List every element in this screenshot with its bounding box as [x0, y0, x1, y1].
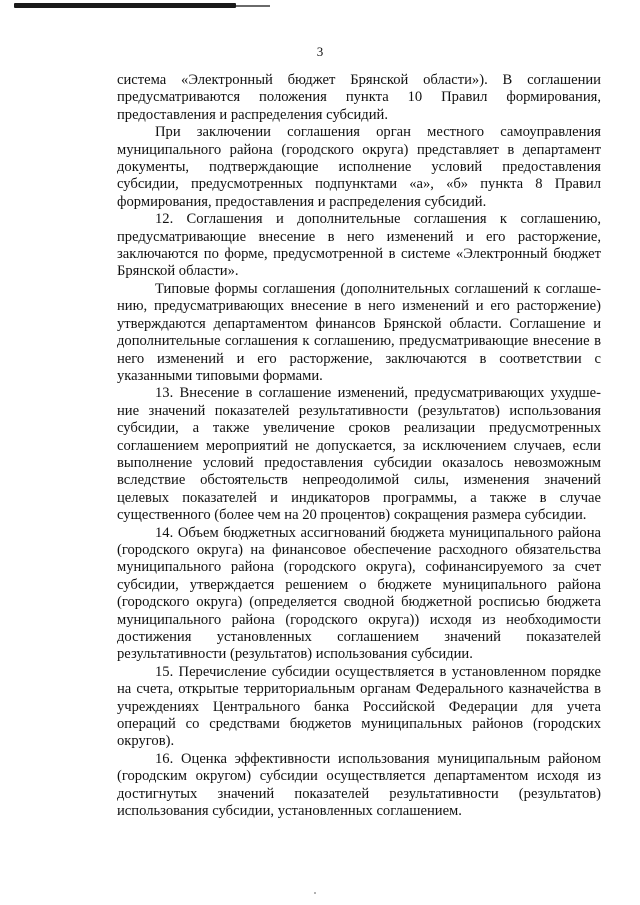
- paragraph-item-12: 12. Соглашения и дополнительные соглашения к соглашению, предусматривающие внесение в него изменений и его расторжение, заключаются по форме, предусмотренной в системе «Электронный бюджет Брянской области».: [117, 211, 601, 280]
- paragraph-agreement-documents: При заключении соглашения орган местного самоуправления муниципального района (городского округа) представляет в департамент документы, подтверждающие исполнение условий предоставления субсидии, предусмотренных подпунктами «а», «б» пункта 8 Правил формирования, предоставления и распределения субсидий.: [117, 124, 601, 210]
- paragraph-continuation: система «Электронный бюджет Брянской области»). В соглашении предусматриваются положения пункта 10 Правил формирования, предоставления и распределения субсидий.: [117, 72, 601, 123]
- paragraph-item-15: 15. Перечисление субсидии осуществляется в установленном порядке на счета, открытые территориальным органам Федерального казначейства в учреждениях Центрального банка Российской Федерации для учета операций со средствами бюджетов муниципальных районов (городских округов).: [117, 663, 601, 750]
- scan-artifact-bar-tail: [236, 5, 270, 7]
- paragraph-standard-forms: Типовые формы соглашения (дополнительных соглашений к соглашению, предусматривающих внесение в него изменений и его расторжение) утверждаются департаментом финансов Брянской области. Соглашение и дополнительные соглашения к соглашению, предусматривающие внесение в него изменений и его расторжение, заключаются в соответствии с указанными типовыми формами.: [117, 280, 601, 384]
- paragraph-item-14: 14. Объем бюджетных ассигнований бюджета муниципального района (городского округа) на финансовое обеспечение расходного обязательства муниципального района (городского округа), софинансируемого за счет субсидии, утверждается решением о бюджете муниципального района (городского округа) (определяется сводной бюджетной росписью бюджета муниципального района (городского округа)) исходя из необходимости достижения установленных соглашением значений показателей результативности (результатов) использования субсидии.: [117, 524, 601, 663]
- paragraph-item-13: 13. Внесение в соглашение изменений, предусматривающих ухудшение значений показателей результативности (результатов) использования субсидии, а также увеличение сроков реализации предусмотренных соглашением мероприятий не допускается, за исключением случаев, если выполнение условий предоставления субсидии оказалось невозможным вследствие обстоятельств непреодолимой силы, изменения значений целевых показателей и индикаторов программы, а также в случае существенного (более чем на 20 процентов) сокращения размера субсидии.: [117, 385, 601, 524]
- document-body: [117, 72, 601, 820]
- page-number: 3: [316, 44, 324, 59]
- paragraph-item-16: 16. Оценка эффективности использования муниципальным районом (городским округом) субсидии осуществляется департаментом исходя из достигнутых значений показателей результативности (результатов) использования субсидии, установленных соглашением.: [117, 750, 601, 820]
- scan-artifact-dot: [314, 892, 316, 894]
- scan-artifact-bar: [14, 3, 236, 8]
